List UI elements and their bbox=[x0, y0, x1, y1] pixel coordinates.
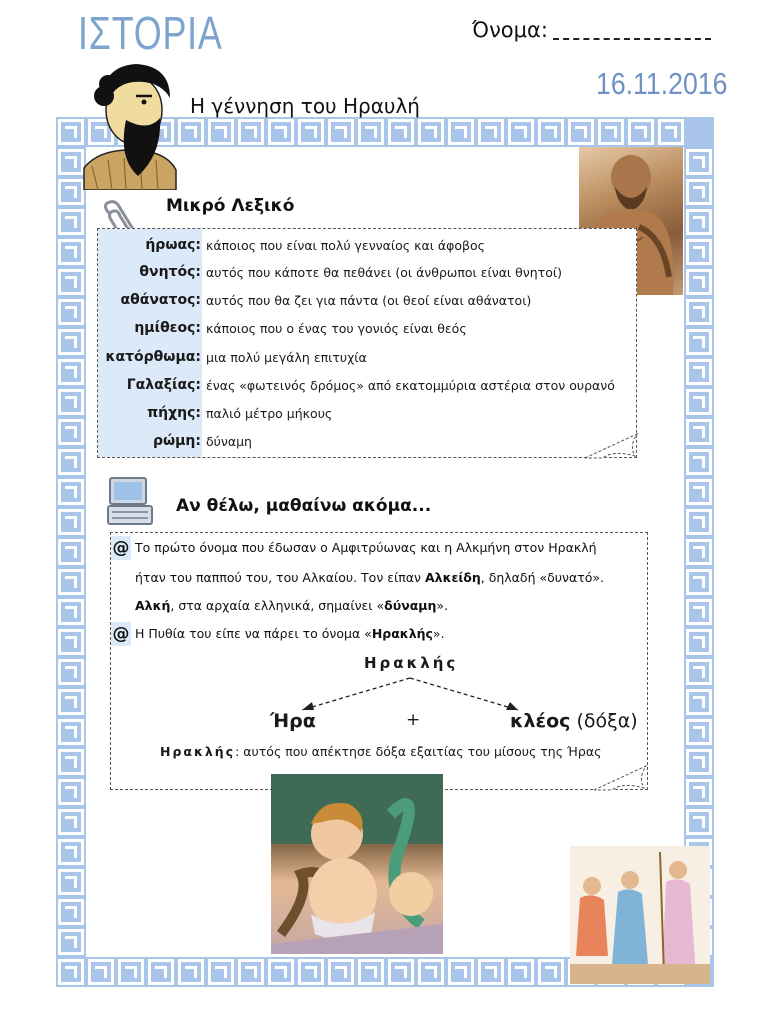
greek-key-tile bbox=[686, 779, 712, 805]
text-span: , δηλαδή «δυνατό». bbox=[480, 570, 605, 585]
greek-key-tile bbox=[686, 299, 712, 325]
greek-key-tile bbox=[58, 839, 84, 865]
bullet-highlight bbox=[111, 536, 131, 560]
greek-key-tile bbox=[328, 959, 354, 985]
greek-key-tile bbox=[268, 119, 294, 145]
greek-key-tile bbox=[178, 959, 204, 985]
dictionary-entry bbox=[98, 258, 628, 286]
dictionary-entry bbox=[98, 399, 628, 427]
greek-key-tile bbox=[208, 959, 234, 985]
greek-key-tile bbox=[358, 119, 384, 145]
greek-key-tile bbox=[686, 749, 712, 775]
dictionary-definition: δύναμη bbox=[206, 433, 252, 449]
greek-key-tile bbox=[58, 389, 84, 415]
etymology-part-hera: Ήρα bbox=[270, 710, 316, 732]
dictionary-term: κατόρθωμα: bbox=[105, 349, 201, 365]
learn-more-line-4 bbox=[135, 626, 445, 641]
greek-key-tile bbox=[298, 959, 324, 985]
greek-key-tile bbox=[686, 509, 712, 535]
learn-more-line-3 bbox=[135, 598, 448, 613]
etymology-note bbox=[160, 744, 601, 759]
greek-key-tile bbox=[686, 809, 712, 835]
greek-key-tile bbox=[58, 929, 84, 955]
greek-key-tile bbox=[686, 479, 712, 505]
greek-key-tile bbox=[58, 959, 84, 985]
greek-key-tile bbox=[58, 419, 84, 445]
greek-key-tile bbox=[58, 719, 84, 745]
at-bullet-icon: @ bbox=[112, 538, 130, 558]
greek-key-tile bbox=[686, 179, 712, 205]
greek-key-tile bbox=[58, 239, 84, 265]
greek-key-tile bbox=[508, 959, 534, 985]
greek-key-tile bbox=[238, 119, 264, 145]
greek-key-tile bbox=[238, 959, 264, 985]
greek-key-tile bbox=[58, 749, 84, 775]
greek-key-tile bbox=[686, 359, 712, 385]
dictionary-definition: κάποιος που ο ένας του γονιός είναι θεός bbox=[206, 320, 467, 336]
greek-key-tile bbox=[568, 119, 594, 145]
greek-key-tile bbox=[686, 449, 712, 475]
greek-key-tile bbox=[686, 269, 712, 295]
text-span: : αυτός που απέκτησε δόξα εξαιτίας του μίσους της Ήρας bbox=[235, 744, 602, 759]
dictionary-entry bbox=[98, 286, 628, 314]
greek-key-tile bbox=[598, 119, 624, 145]
greek-key-tile bbox=[58, 659, 84, 685]
learn-more-heading: Αν θέλω, μαθαίνω ακόμα... bbox=[176, 496, 432, 516]
greek-key-tile bbox=[686, 539, 712, 565]
greek-key-tile bbox=[58, 269, 84, 295]
greek-key-tile bbox=[148, 959, 174, 985]
greek-key-tile bbox=[58, 779, 84, 805]
greek-key-tile bbox=[208, 119, 234, 145]
computer-icon bbox=[104, 474, 160, 530]
name-label: Όνομα: bbox=[472, 18, 548, 42]
greek-key-tile bbox=[298, 119, 324, 145]
dictionary-term: πήχης: bbox=[147, 405, 201, 421]
greek-key-tile bbox=[686, 209, 712, 235]
greek-key-tile bbox=[686, 239, 712, 265]
dictionary-definition: αυτός που κάποτε θα πεθάνει (οι άνθρωποι είναι θνητοί) bbox=[206, 264, 562, 280]
greek-key-tile bbox=[58, 629, 84, 655]
date: 16.11.2016 bbox=[596, 66, 728, 101]
dictionary-definition: ένας «φωτεινός δρόμος» από εκατομμύρια αστέρια στον ουρανό bbox=[206, 377, 615, 393]
dictionary-term: ημίθεος: bbox=[134, 320, 201, 336]
greek-key-tile bbox=[58, 299, 84, 325]
greek-key-tile bbox=[58, 899, 84, 925]
greek-key-tile bbox=[58, 209, 84, 235]
dictionary-definition: παλιό μέτρο μήκους bbox=[206, 405, 333, 421]
greek-key-tile bbox=[538, 119, 564, 145]
page-curl-decoration bbox=[592, 764, 648, 792]
learn-more-line-1: Το πρώτο όνομα που έδωσαν ο Αμφιτρύωνας και η Αλκμήνη στον Ηρακλή bbox=[135, 540, 597, 555]
etymology-word: Ηρακλής bbox=[364, 654, 459, 672]
ancient-portrait-image bbox=[78, 58, 182, 190]
greek-key-tile bbox=[58, 479, 84, 505]
greek-key-tile bbox=[538, 959, 564, 985]
bold-span: κλέος bbox=[510, 710, 571, 732]
dictionary-term: Γαλαξίας: bbox=[126, 377, 201, 393]
dictionary-entry bbox=[98, 231, 628, 259]
greek-key-tile bbox=[88, 959, 114, 985]
text-span: ». bbox=[436, 598, 449, 613]
text-span: , στα αρχαία ελληνικά, σημαίνει « bbox=[170, 598, 385, 613]
lesson-title: Η γέννηση του Ηραυλή bbox=[190, 94, 420, 118]
greek-key-tile bbox=[388, 119, 414, 145]
text-span: ». bbox=[432, 626, 445, 641]
greek-key-tile bbox=[628, 119, 654, 145]
text-span: Η Πυθία του είπε να πάρει το όνομα « bbox=[135, 626, 372, 641]
bullet-highlight bbox=[111, 622, 131, 646]
greek-key-tile bbox=[686, 719, 712, 745]
dictionary-term: ρώμη: bbox=[152, 433, 201, 449]
dictionary-entry bbox=[98, 343, 628, 371]
subject-title: ΙΣΤΟΡΙΑ bbox=[78, 7, 223, 59]
greek-women-scene-image bbox=[570, 846, 710, 984]
dictionary-definition: μια πολύ μεγάλη επιτυχία bbox=[206, 349, 367, 365]
greek-key-tile bbox=[686, 419, 712, 445]
greek-key-tile bbox=[358, 959, 384, 985]
greek-key-tile bbox=[686, 389, 712, 415]
greek-key-tile bbox=[686, 659, 712, 685]
greek-key-tile bbox=[58, 539, 84, 565]
greek-key-tile bbox=[58, 329, 84, 355]
greek-key-tile bbox=[478, 119, 504, 145]
page-curl-decoration bbox=[583, 432, 639, 460]
name-line bbox=[553, 38, 711, 40]
greek-key-tile bbox=[58, 359, 84, 385]
greek-key-tile bbox=[58, 869, 84, 895]
learn-more-line-2 bbox=[135, 570, 604, 585]
greek-key-tile bbox=[686, 569, 712, 595]
greek-key-tile bbox=[328, 119, 354, 145]
greek-key-pattern-left bbox=[56, 147, 86, 957]
greek-key-tile bbox=[508, 119, 534, 145]
greek-key-tile bbox=[268, 959, 294, 985]
etymology-part-kleos bbox=[510, 710, 638, 732]
dictionary-heading: Μικρό Λεξικό bbox=[166, 196, 295, 216]
baby-hercules-snakes-image bbox=[271, 774, 443, 954]
greek-key-tile bbox=[58, 449, 84, 475]
greek-key-tile bbox=[58, 809, 84, 835]
greek-key-tile bbox=[686, 599, 712, 625]
bold-span: δύναμη bbox=[384, 598, 437, 613]
bold-span: Αλκείδη bbox=[424, 570, 481, 585]
greek-key-pattern-right bbox=[684, 147, 714, 957]
greek-key-tile bbox=[448, 959, 474, 985]
dictionary-term: αθάνατος: bbox=[120, 292, 201, 308]
greek-key-tile bbox=[418, 119, 444, 145]
greek-key-tile bbox=[58, 689, 84, 715]
greek-key-tile bbox=[478, 959, 504, 985]
dictionary-term: ήρωας: bbox=[145, 237, 201, 253]
bold-span: Αλκή bbox=[135, 598, 171, 613]
greek-key-tile bbox=[686, 149, 712, 175]
greek-key-tile bbox=[118, 959, 144, 985]
dictionary-entry bbox=[98, 371, 628, 399]
greek-key-tile bbox=[448, 119, 474, 145]
greek-key-tile bbox=[58, 509, 84, 535]
greek-key-tile bbox=[686, 689, 712, 715]
greek-key-tile bbox=[658, 119, 684, 145]
at-bullet-icon: @ bbox=[112, 624, 130, 644]
text-span: (δόξα) bbox=[576, 710, 638, 732]
greek-key-tile bbox=[388, 959, 414, 985]
text-span: ήταν του παππού του, του Αλκαίου. Τον είπαν bbox=[135, 570, 425, 585]
greek-key-tile bbox=[686, 629, 712, 655]
dictionary-entry bbox=[98, 427, 628, 455]
bold-span: Ηρακλής bbox=[160, 744, 236, 759]
greek-key-tile bbox=[58, 569, 84, 595]
dictionary-term: θνητός: bbox=[139, 264, 201, 280]
dictionary-entry bbox=[98, 314, 628, 342]
dictionary-definition: κάποιος που είναι πολύ γενναίος και άφοβος bbox=[206, 237, 485, 253]
bold-span: Ηρακλής bbox=[371, 626, 433, 641]
greek-key-tile bbox=[418, 959, 444, 985]
greek-key-tile bbox=[58, 599, 84, 625]
etymology-plus: + bbox=[406, 710, 421, 730]
greek-key-tile bbox=[686, 329, 712, 355]
dictionary-definition: αυτός που θα ζει για πάντα (οι θεοί είναι αθάνατοι) bbox=[206, 292, 532, 308]
